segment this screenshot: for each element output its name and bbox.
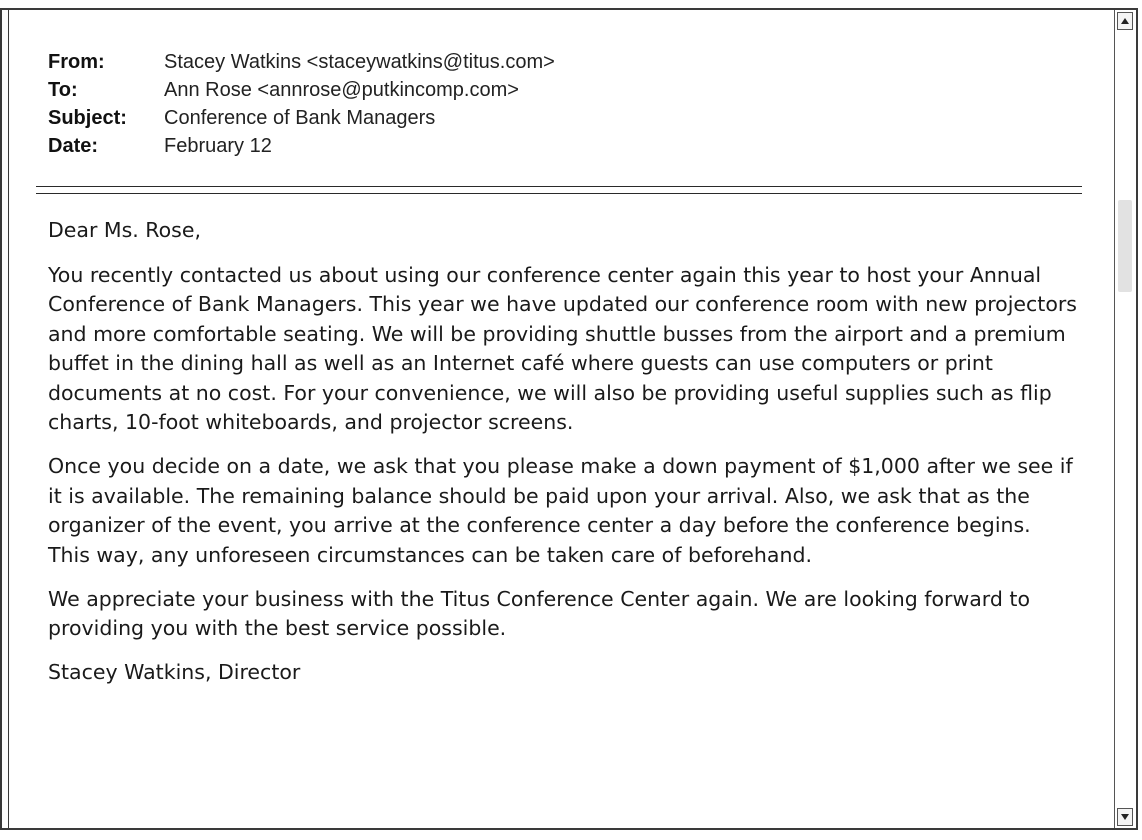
vertical-scrollbar[interactable] xyxy=(1114,10,1136,828)
triangle-up-icon xyxy=(1121,18,1129,24)
from-label: From: xyxy=(48,51,105,73)
scroll-thumb[interactable] xyxy=(1118,200,1132,292)
from-value: Stacey Watkins <staceywatkins@titus.com> xyxy=(164,51,555,73)
email-body xyxy=(48,216,1078,702)
body-paragraph-1: You recently contacted us about using our conference center again this year to host your Annual Conference of Bank Managers. This year we have updated our conference room with new projectors and more comfortable seating. We will be providing shuttle busses from the airport and a premium buffet in the dining hall as well as an Internet café where guests can use computers or print documents at no cost. For your convenience, we will also be providing useful supplies such as flip charts, 10-foot whiteboards, and projector screens. xyxy=(48,262,1077,434)
email-window xyxy=(0,8,1138,830)
greeting: Dear Ms. Rose, xyxy=(48,218,201,242)
scroll-down-button[interactable] xyxy=(1117,808,1133,826)
subject-label: Subject: xyxy=(48,107,127,129)
scroll-up-button[interactable] xyxy=(1117,12,1133,30)
header-divider-bottom xyxy=(36,193,1082,194)
window-left-rail xyxy=(8,10,9,828)
from-row xyxy=(48,48,555,76)
to-row xyxy=(48,76,555,104)
to-value: Ann Rose <annrose@putkincomp.com> xyxy=(164,79,519,101)
to-label: To: xyxy=(48,79,78,101)
date-value: February 12 xyxy=(164,135,272,157)
signature: Stacey Watkins, Director xyxy=(48,660,301,684)
body-paragraph-2: Once you decide on a date, we ask that you please make a down payment of $1,000 after we see if it is available. The remaining balance should be paid upon your arrival. Also, we ask that as the organizer of the event, you arrive at the conference center a day before the conference begins. This way, any unforeseen circumstances can be taken care of beforehand. xyxy=(48,454,1073,567)
date-row xyxy=(48,132,555,160)
email-header xyxy=(48,48,555,160)
triangle-down-icon xyxy=(1121,814,1129,820)
date-label: Date: xyxy=(48,135,99,157)
subject-row xyxy=(48,104,555,132)
header-divider-top xyxy=(36,186,1082,187)
subject-value: Conference of Bank Managers xyxy=(164,107,436,129)
body-paragraph-3: We appreciate your business with the Titus Conference Center again. We are looking forward to providing you with the best service possible. xyxy=(48,586,1030,640)
